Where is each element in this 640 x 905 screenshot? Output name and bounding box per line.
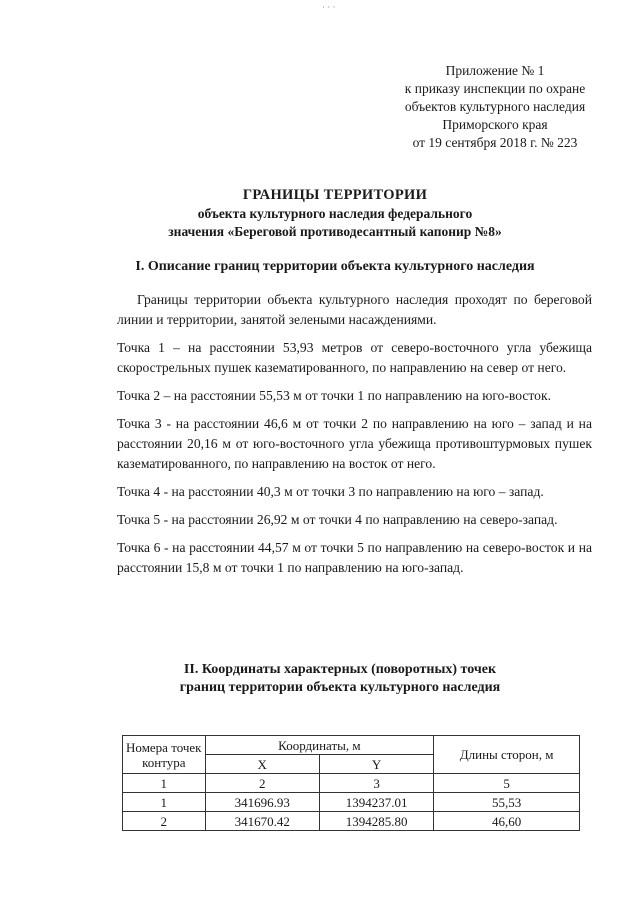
order-date: от 19 сентября 2018 г. № 223 — [412, 135, 578, 150]
section-2-heading — [120, 661, 560, 697]
coordinates-table — [122, 735, 580, 831]
appendix-header — [380, 62, 610, 152]
region-name: Приморского края — [442, 117, 548, 132]
paragraph-point-1: Точка 1 – на расстоянии 53,93 метров от северо-восточного угла убежища скорострельных пушек казематированного, по направлению на север от него. — [117, 340, 592, 375]
table-cell: 1394285.80 — [319, 812, 433, 831]
appendix-number: Приложение № 1 — [445, 63, 545, 78]
table-cell: 341696.93 — [205, 793, 319, 812]
document-title — [80, 186, 590, 241]
paragraph-point-6: Точка 6 - на расстоянии 44,57 м от точки 5 по направлению на северо-восток и на расстоянии 15,8 м от точки 1 по направлению на юго-запад. — [117, 540, 592, 575]
table-cell: 341670.42 — [205, 812, 319, 831]
title-main: ГРАНИЦЫ ТЕРРИТОРИИ — [242, 187, 428, 203]
table-index-row — [123, 774, 580, 793]
table-cell: 1394237.01 — [319, 793, 433, 812]
section-1-body — [117, 290, 592, 586]
table-row — [123, 793, 580, 812]
scan-mark: · · · — [322, 2, 336, 12]
table-cell: 2 — [205, 774, 319, 793]
order-reference-cont: объектов культурного наследия — [404, 99, 586, 114]
header-point-numbers: Номера точек контура — [123, 736, 206, 774]
table-header-row — [123, 736, 580, 755]
paragraph-point-2: Точка 2 – на расстоянии 55,53 м от точки 1 по направлению на юго-восток. — [117, 388, 551, 403]
table-cell: 3 — [319, 774, 433, 793]
table-cell: 55,53 — [434, 793, 580, 812]
header-side-lengths: Длины сторон, м — [434, 736, 580, 774]
order-reference: к приказу инспекции по охране — [404, 81, 586, 96]
header-x: X — [205, 755, 319, 774]
table-cell: 1 — [123, 793, 206, 812]
header-y: Y — [319, 755, 433, 774]
table-cell: 2 — [123, 812, 206, 831]
section-2-heading-line-2: границ территории объекта культурного наследия — [179, 680, 501, 695]
title-sub-2: значения «Береговой противодесантный капонир №8» — [168, 224, 502, 239]
paragraph-intro: Границы территории объекта культурного наследия проходят по береговой линии и территории, занятой зелеными насаждениями. — [117, 292, 592, 327]
section-1-heading: I. Описание границ территории объекта культурного наследия — [135, 259, 535, 274]
paragraph-point-5: Точка 5 - на расстоянии 26,92 м от точки 4 по направлению на северо-запад. — [117, 512, 558, 527]
table-row — [123, 812, 580, 831]
table-cell: 46,60 — [434, 812, 580, 831]
paragraph-point-3: Точка 3 - на расстоянии 46,6 м от точки 2 по направлению на юго – запад и на расстоянии 20,16 м от юго-восточного угла убежища противоштурмовых пушек казематированного, по направлению на восток от него. — [117, 416, 592, 471]
table-cell: 1 — [123, 774, 206, 793]
title-sub-1: объекта культурного наследия федерального — [197, 206, 473, 221]
paragraph-point-4: Точка 4 - на расстоянии 40,3 м от точки 3 по направлению на юго – запад. — [117, 484, 544, 499]
table-cell: 5 — [434, 774, 580, 793]
section-2-heading-line-1: II. Координаты характерных (поворотных) точек — [183, 662, 497, 677]
header-coordinates: Координаты, м — [205, 736, 434, 755]
